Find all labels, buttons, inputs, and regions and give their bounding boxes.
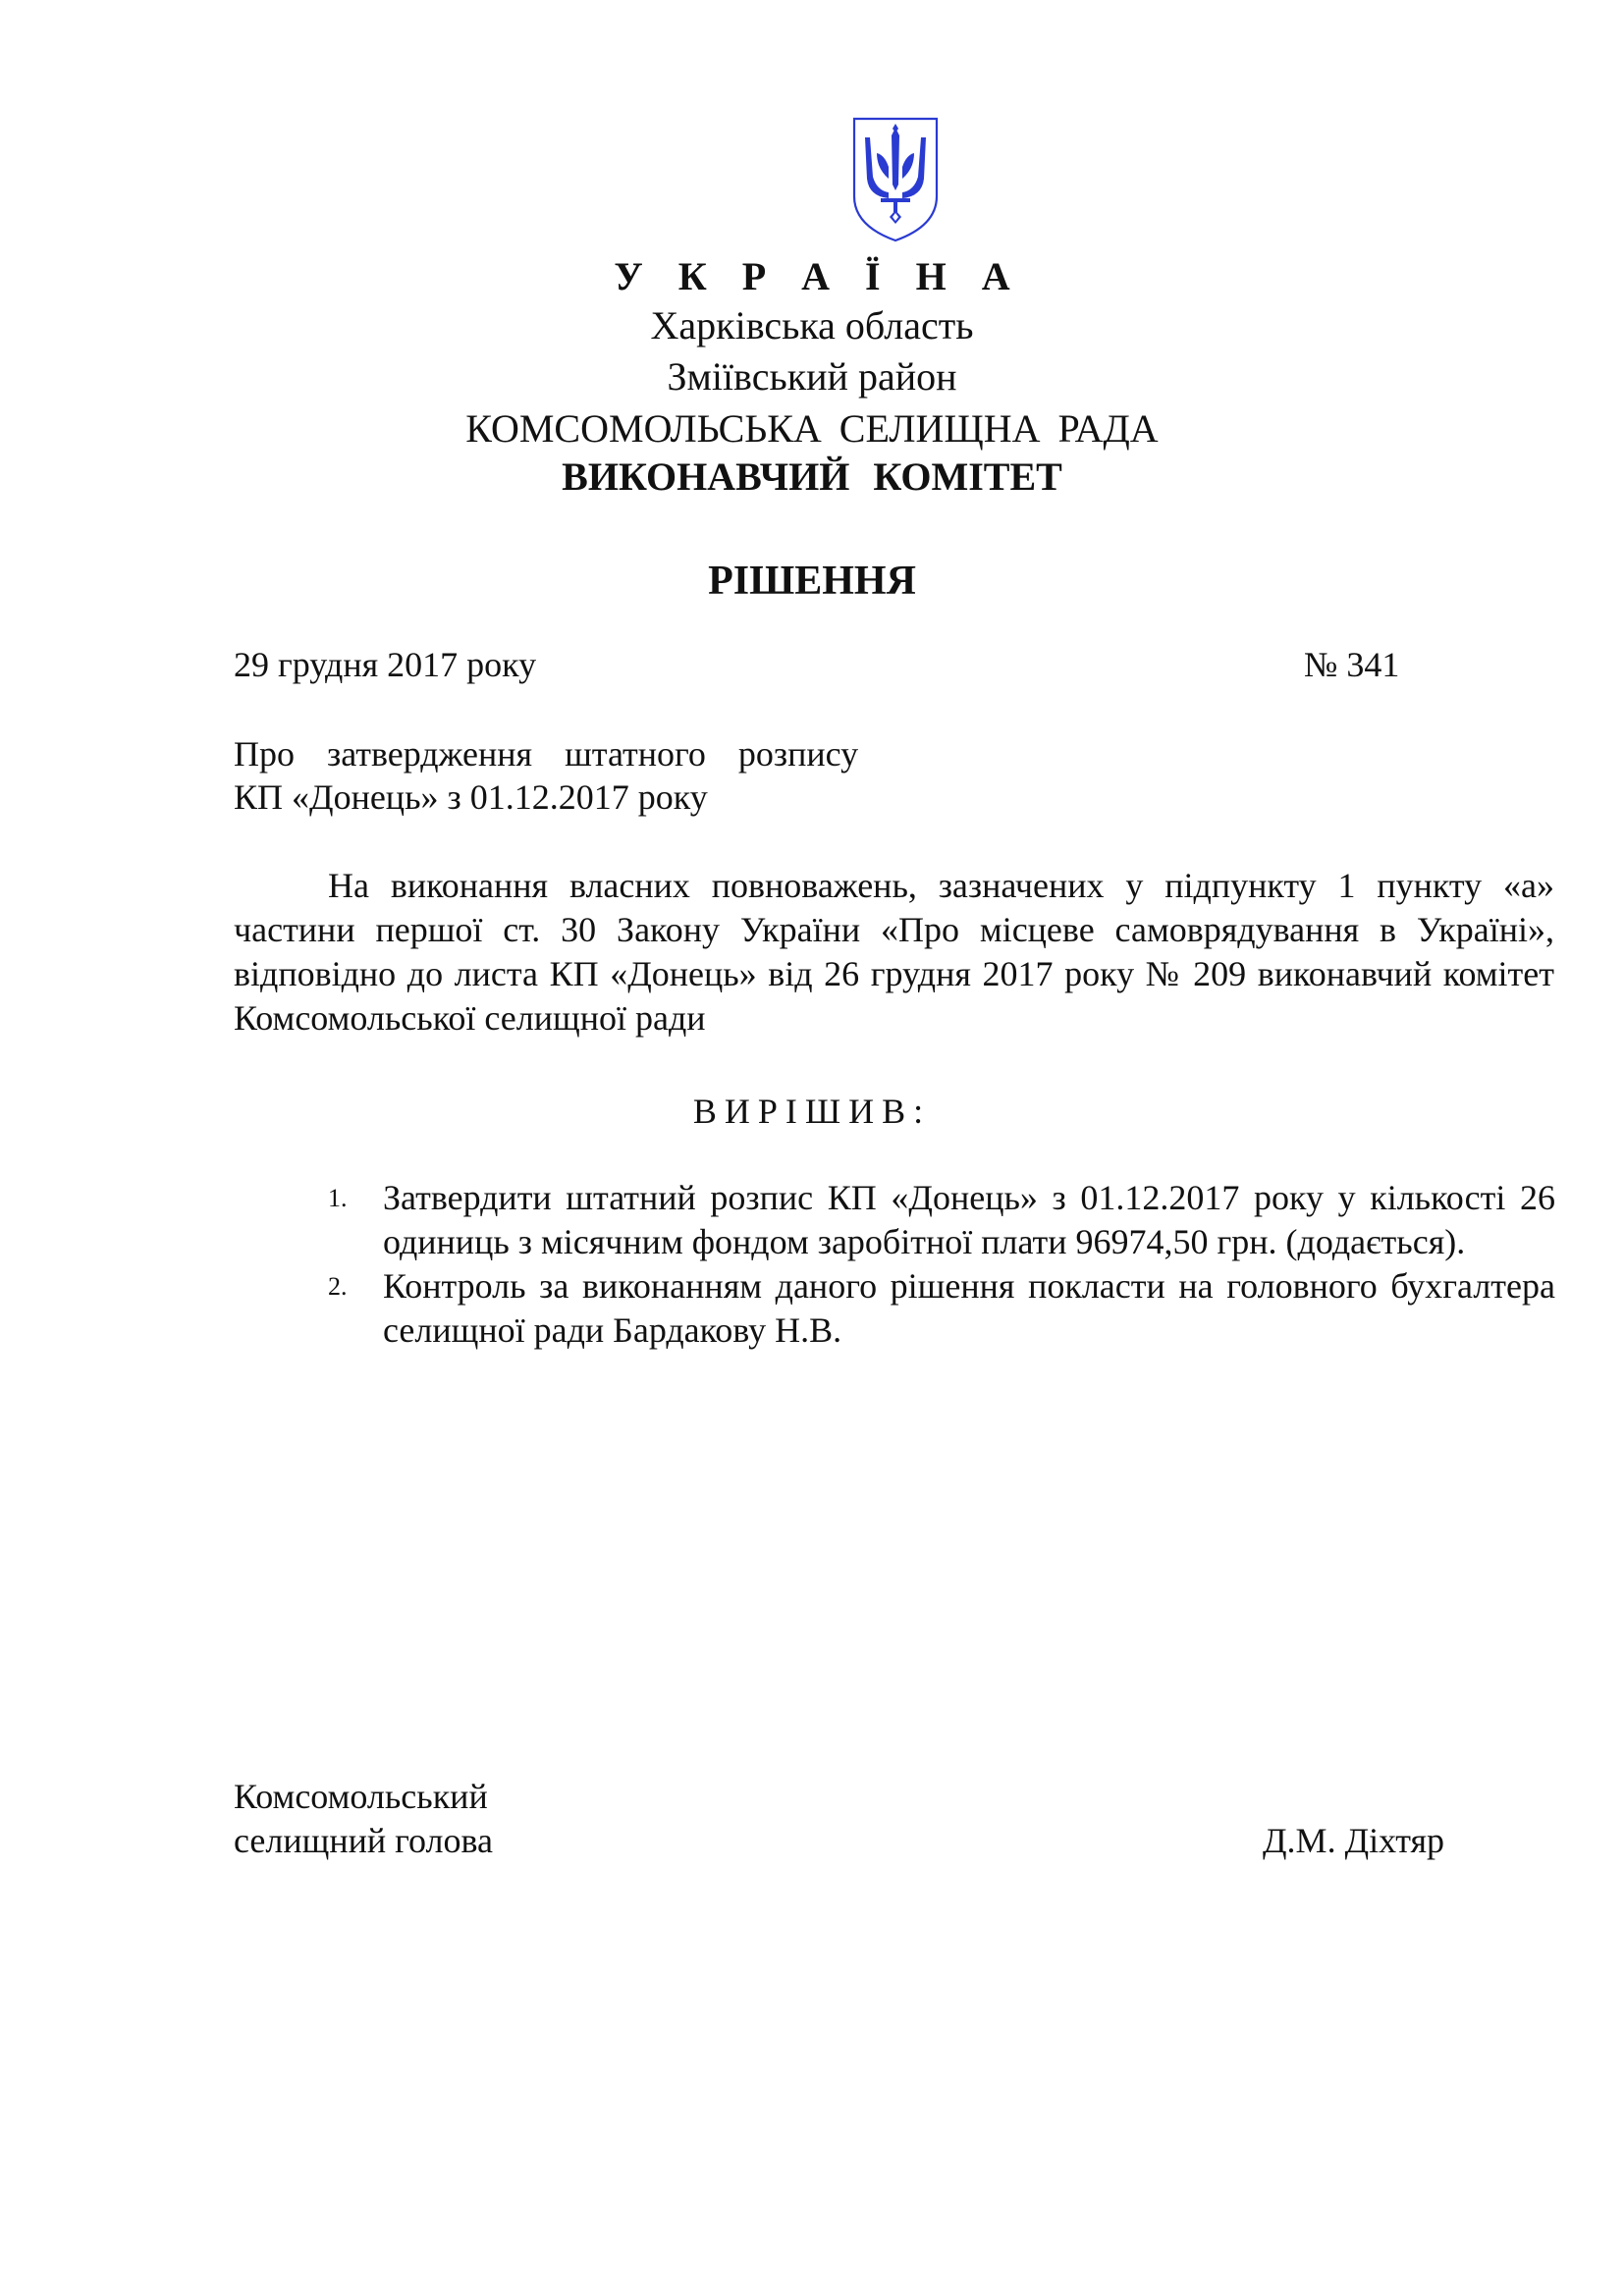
list-item-number: 2. <box>328 1272 348 1301</box>
signatory-title-line-1: Комсомольський <box>234 1777 488 1816</box>
region-name: Харківська область <box>650 303 974 347</box>
signatory-title <box>234 1775 493 1863</box>
subject-line-1: Про затвердження штатного розпису <box>234 734 859 774</box>
list-item <box>320 1264 1555 1353</box>
subject-line-2: КП «Донець» з 01.12.2017 року <box>234 777 708 817</box>
resolved-heading: ВИРІШИВ: <box>692 1092 932 1131</box>
decision-date: 29 грудня 2017 року <box>234 645 537 684</box>
list-item-text: Затвердити штатний розпис КП «Донець» з 01.12.2017 року у кількості 26 одиниць з місячним фондом заробітної плати 96974,50 грн. (додається). <box>383 1178 1555 1261</box>
list-item <box>320 1176 1555 1264</box>
decision-subject <box>234 732 858 819</box>
district-name: Зміївський район <box>667 354 957 399</box>
signatory-name: Д.М. Діхтяр <box>1263 1821 1445 1860</box>
list-item-text: Контроль за виконанням даного рішення покласти на головного бухгалтера селищної ради Бардакову Н.В. <box>383 1266 1555 1350</box>
executive-committee-name: ВИКОНАВЧИЙ КОМІТЕТ <box>562 454 1062 499</box>
list-item-number: 1. <box>328 1184 348 1212</box>
document-title: РІШЕННЯ <box>708 559 916 604</box>
decision-number: № 341 <box>1304 645 1400 684</box>
preamble-paragraph: На виконання власних повноважень, зазначених у підпункту 1 пункту «а» частини першої ст. 30 Закону України «Про місцеве самоврядування в Україні», відповідно до листа КП «Донець» від 26 грудня 2017 року № 209 виконавчий комітет Комсомольської селищної ради <box>234 866 1554 1038</box>
country-name: У К Р А Ї Н А <box>614 254 1023 298</box>
council-name: КОМСОМОЛЬСЬКА СЕЛИЩНА РАДА <box>465 406 1159 451</box>
signatory-title-line-2: селищний голова <box>234 1821 494 1860</box>
ukraine-trident-emblem-icon <box>851 116 940 243</box>
resolution-items <box>320 1176 1555 1353</box>
